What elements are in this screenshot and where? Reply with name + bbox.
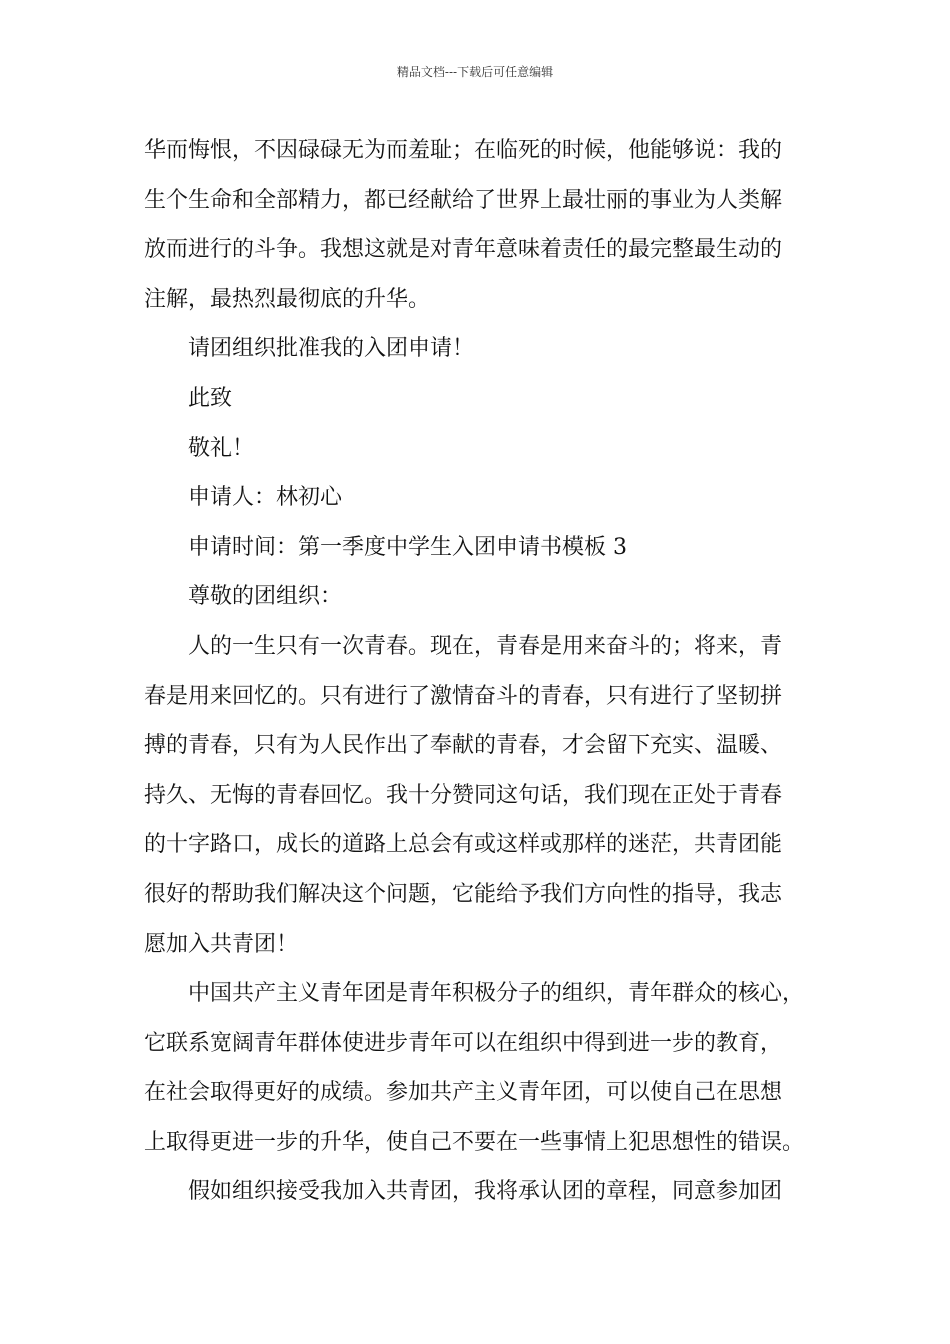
text-line: 上取得更进一步的升华，使自己不要在一些事情上犯思想性的错误。 [144, 1129, 805, 1155]
text-line: 中国共产主义青年团是青年积极分子的组织，青年群众的核心， [188, 981, 805, 1007]
text-line: 春是用来回忆的。只有进行了激情奋斗的青春，只有进行了坚韧拼 [144, 683, 783, 709]
text-line: 的十字路口，成长的道路上总会有或这样或那样的迷茫，共青团能 [144, 832, 783, 858]
text-line: 在社会取得更好的成绩。参加共产主义青年团，可以使自己在思想 [144, 1080, 783, 1106]
document-body [144, 126, 844, 1217]
text-line: 申请人：林初心 [188, 485, 343, 511]
text-line: 持久、无悔的青春回忆。我十分赞同这句话，我们现在正处于青春 [144, 782, 783, 808]
text-line: 生个生命和全部精力，都已经献给了世界上最壮丽的事业为人类解 [144, 187, 783, 213]
page-header: 精品文档---下载后可任意编辑 [396, 65, 554, 79]
text-line: 假如组织接受我加入共青团，我将承认团的章程，同意参加团 [188, 1179, 783, 1205]
text-line: 此致 [188, 385, 233, 411]
text-line: 请团组织批准我的入团申请！ [188, 336, 475, 362]
text-line: 华而悔恨，不因碌碌无为而羞耻；在临死的时候，他能够说：我的 [144, 138, 783, 163]
text-line: 尊敬的团组织： [188, 584, 343, 610]
text-line: 很好的帮助我们解决这个问题，它能给予我们方向性的指导，我志 [144, 881, 783, 907]
text-line: 敬礼！ [188, 435, 255, 461]
text-line: 人的一生只有一次青春。现在，青春是用来奋斗的；将来，青 [188, 633, 783, 659]
text-line: 放而进行的斗争。我想这就是对青年意味着责任的最完整最生动的 [144, 237, 783, 263]
text-line: 注解，最热烈最彻底的升华。 [144, 286, 431, 312]
text-line: 愿加入共青团！ [144, 931, 299, 957]
text-line: 搏的青春，只有为人民作出了奉献的青春，才会留下充实、温暖、 [144, 733, 783, 759]
text-line: 申请时间：第一季度中学生入团申请书模板 3 [188, 534, 627, 560]
text-line: 它联系宽阔青年群体使进步青年可以在组织中得到进一步的教育， [144, 1030, 783, 1056]
